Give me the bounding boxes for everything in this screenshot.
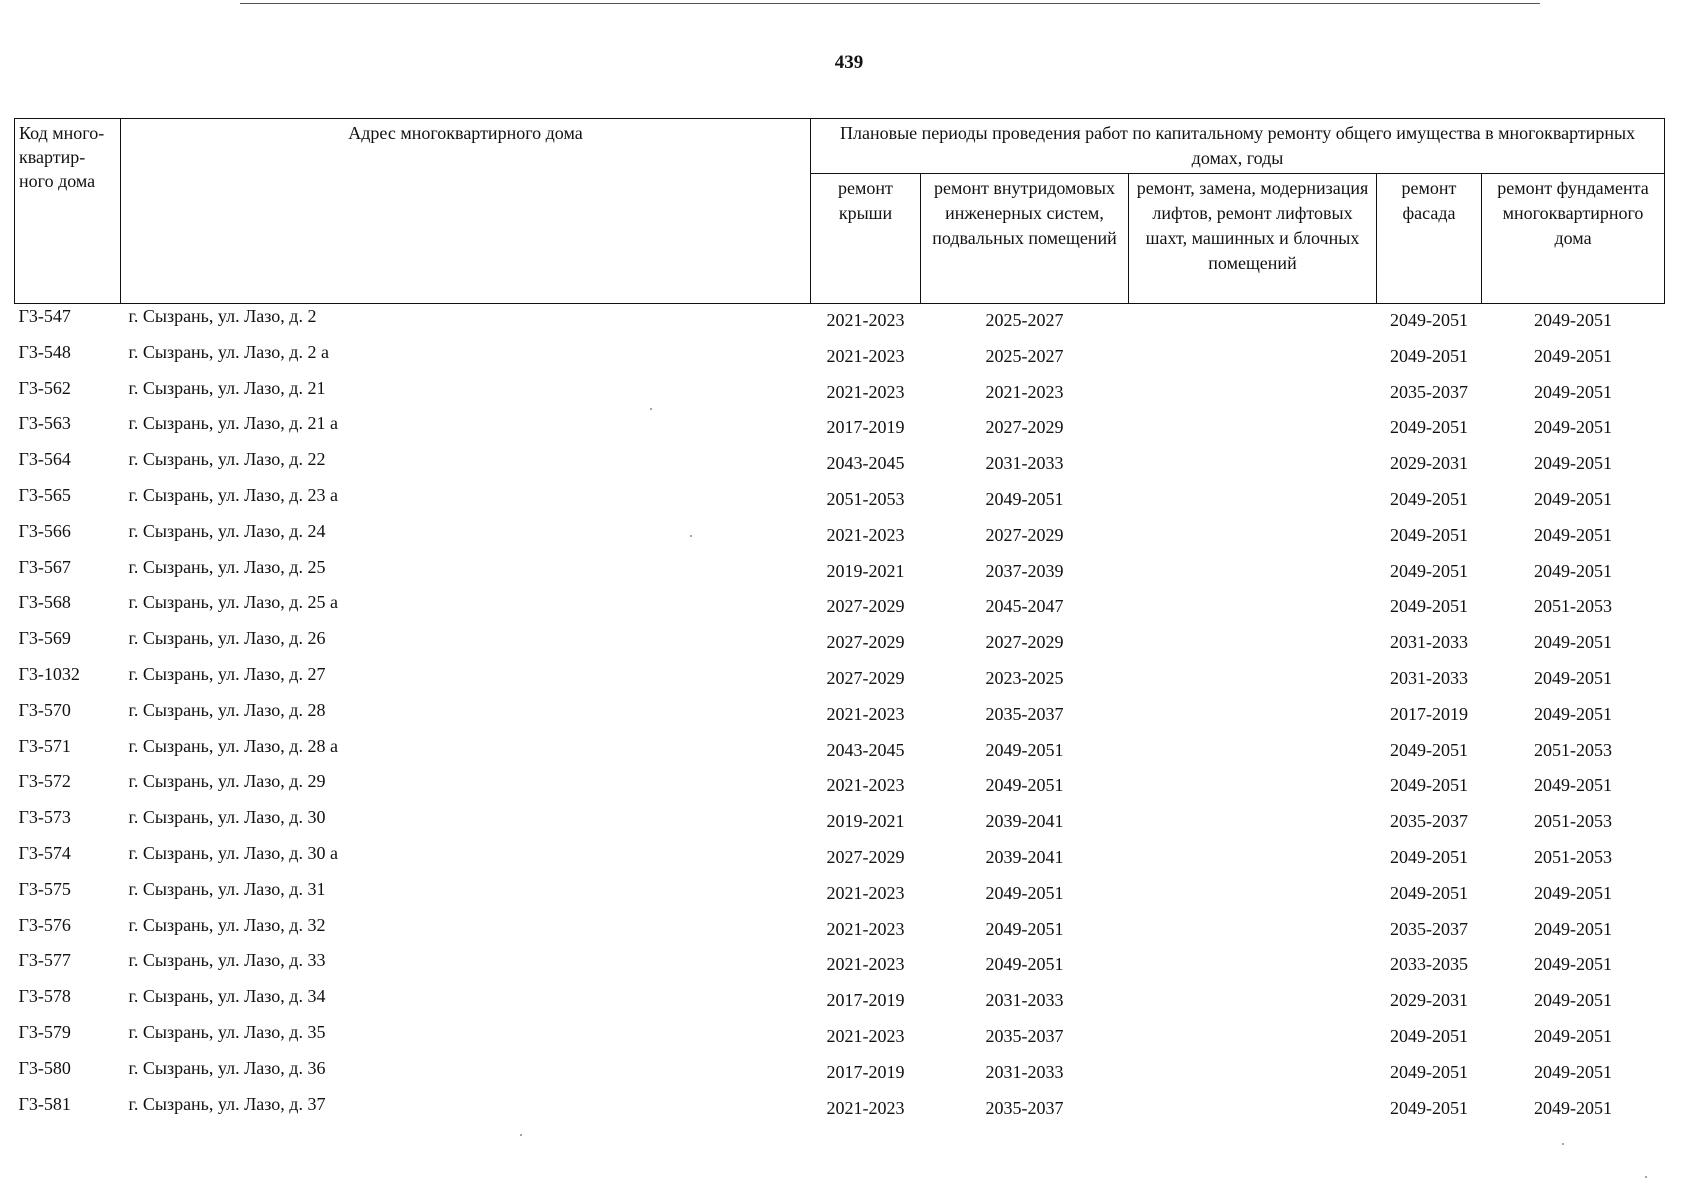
table-row <box>15 626 1665 662</box>
cell-engineering: 2025-2027 <box>985 345 1064 366</box>
cell-facade: 2049-2051 <box>1390 345 1468 366</box>
cell-address: г. Сызрань, ул. Лазо, д. 36 <box>128 1057 326 1078</box>
cell-lifts <box>1129 913 1377 949</box>
cell-lifts <box>1129 447 1377 483</box>
cell-engineering: 2039-2041 <box>985 846 1064 867</box>
cell-engineering: 2045-2047 <box>985 596 1064 617</box>
table-row <box>15 376 1665 412</box>
cell-facade: 2029-2031 <box>1390 453 1468 474</box>
cell-code: Г3-1032 <box>18 663 80 684</box>
cell-facade: 2049-2051 <box>1390 775 1468 796</box>
cell-roof: 2017-2019 <box>826 1061 905 1082</box>
table-row <box>15 555 1665 591</box>
cell-roof: 2021-2023 <box>826 524 905 545</box>
cell-engineering: 2023-2025 <box>985 667 1064 688</box>
cell-lifts <box>1129 984 1377 1020</box>
cell-code: Г3-581 <box>18 1093 71 1114</box>
cell-facade: 2017-2019 <box>1390 703 1468 724</box>
cell-code: Г3-574 <box>18 842 71 863</box>
cell-roof: 2021-2023 <box>826 775 905 796</box>
cell-roof: 2019-2021 <box>826 560 905 581</box>
cell-facade: 2049-2051 <box>1390 560 1468 581</box>
cell-code: Г3-579 <box>18 1021 71 1042</box>
cell-address: г. Сызрань, ул. Лазо, д. 28 <box>128 699 326 720</box>
cell-address: г. Сызрань, ул. Лазо, д. 34 <box>128 986 326 1007</box>
cell-code: Г3-578 <box>18 986 71 1007</box>
cell-address: г. Сызрань, ул. Лазо, д. 26 <box>128 628 326 649</box>
cell-lifts <box>1129 304 1377 340</box>
table-row <box>15 734 1665 770</box>
cell-address: г. Сызрань, ул. Лазо, д. 22 <box>128 449 326 470</box>
cell-facade: 2029-2031 <box>1390 990 1468 1011</box>
table-header <box>15 119 1665 304</box>
cell-facade: 2035-2037 <box>1390 381 1468 402</box>
cell-engineering: 2049-2051 <box>985 918 1064 939</box>
cell-facade: 2049-2051 <box>1390 488 1468 509</box>
cell-code: Г3-572 <box>18 771 71 792</box>
cell-foundation: 2049-2051 <box>1534 310 1613 330</box>
cell-engineering: 2035-2037 <box>985 1025 1064 1046</box>
top-rule <box>240 3 1540 4</box>
table-row <box>15 948 1665 984</box>
cell-code: Г3-563 <box>18 413 71 434</box>
cell-facade: 2049-2051 <box>1390 417 1468 438</box>
cell-lifts <box>1129 555 1377 591</box>
cell-roof: 2051-2053 <box>826 488 905 509</box>
cell-foundation: 2049-2051 <box>1534 990 1613 1011</box>
cell-engineering: 2035-2037 <box>985 1097 1064 1118</box>
cell-roof: 2027-2029 <box>826 596 905 617</box>
cell-roof: 2027-2029 <box>826 667 905 688</box>
cell-facade: 2031-2033 <box>1390 632 1468 653</box>
page-number: 439 <box>834 52 864 73</box>
cell-lifts <box>1129 698 1377 734</box>
table-row <box>15 877 1665 913</box>
cell-lifts <box>1129 769 1377 805</box>
cell-address: г. Сызрань, ул. Лазо, д. 25 а <box>128 592 338 613</box>
cell-code: Г3-575 <box>18 878 71 899</box>
cell-code: Г3-547 <box>18 306 71 326</box>
cell-lifts <box>1129 1056 1377 1092</box>
table-row <box>15 411 1665 447</box>
cell-facade: 2035-2037 <box>1390 811 1468 832</box>
cell-foundation: 2049-2051 <box>1534 1097 1613 1118</box>
cell-address: г. Сызрань, ул. Лазо, д. 21 <box>128 377 326 398</box>
cell-roof: 2043-2045 <box>826 453 905 474</box>
cell-roof: 2027-2029 <box>826 632 905 653</box>
cell-engineering: 2027-2029 <box>985 632 1064 653</box>
cell-engineering: 2031-2033 <box>985 453 1064 474</box>
cell-code: Г3-562 <box>18 377 71 398</box>
cell-foundation: 2049-2051 <box>1534 381 1613 402</box>
cell-foundation: 2049-2051 <box>1534 703 1613 724</box>
cell-engineering: 2049-2051 <box>985 775 1064 796</box>
cell-roof: 2021-2023 <box>826 310 905 330</box>
cell-facade: 2049-2051 <box>1390 846 1468 867</box>
cell-address: г. Сызрань, ул. Лазо, д. 33 <box>128 950 326 971</box>
cell-lifts <box>1129 877 1377 913</box>
cell-lifts <box>1129 1020 1377 1056</box>
header-address: Адрес многоквартирного дома <box>121 119 811 304</box>
header-lifts: ремонт, замена, модернизация лифтов, ремонт лифтовых шахт, машинных и блочных помещений <box>1129 174 1377 304</box>
cell-engineering: 2027-2029 <box>985 417 1064 438</box>
cell-engineering: 2025-2027 <box>985 310 1064 330</box>
cell-address: г. Сызрань, ул. Лазо, д. 25 <box>128 556 326 577</box>
cell-code: Г3-548 <box>18 341 71 362</box>
table-row <box>15 841 1665 877</box>
cell-foundation: 2049-2051 <box>1534 882 1613 903</box>
cell-engineering: 2049-2051 <box>985 739 1064 760</box>
cell-roof: 2021-2023 <box>826 918 905 939</box>
table-row <box>15 662 1665 698</box>
cell-code: Г3-573 <box>18 807 71 828</box>
cell-foundation: 2049-2051 <box>1534 417 1613 438</box>
table-row <box>15 1020 1665 1056</box>
cell-code: Г3-576 <box>18 914 71 935</box>
header-foundation: ремонт фундамента многоквартирного дома <box>1482 174 1665 304</box>
cell-engineering: 2035-2037 <box>985 703 1064 724</box>
cell-roof: 2017-2019 <box>826 990 905 1011</box>
header-facade: ремонт фасада <box>1377 174 1482 304</box>
cell-foundation: 2051-2053 <box>1534 811 1613 832</box>
cell-code: Г3-564 <box>18 449 71 470</box>
cell-engineering: 2049-2051 <box>985 488 1064 509</box>
cell-code: Г3-569 <box>18 628 71 649</box>
cell-lifts <box>1129 376 1377 412</box>
table-row <box>15 1092 1665 1128</box>
cell-facade: 2049-2051 <box>1390 1097 1468 1118</box>
cell-facade: 2049-2051 <box>1390 310 1468 330</box>
capital-repair-table <box>14 118 1665 1127</box>
table-row <box>15 698 1665 734</box>
cell-address: г. Сызрань, ул. Лазо, д. 30 <box>128 807 326 828</box>
cell-foundation: 2051-2053 <box>1534 596 1613 617</box>
cell-engineering: 2021-2023 <box>985 381 1064 402</box>
cell-address: г. Сызрань, ул. Лазо, д. 37 <box>128 1093 326 1114</box>
table-row <box>15 913 1665 949</box>
cell-code: Г3-568 <box>18 592 71 613</box>
cell-engineering: 2031-2033 <box>985 1061 1064 1082</box>
scan-speck <box>1562 1143 1564 1145</box>
cell-address: г. Сызрань, ул. Лазо, д. 2 а <box>128 341 329 362</box>
header-engineering: ремонт внутридомовых инженерных систем, подвальных помещений <box>921 174 1129 304</box>
cell-code: Г3-567 <box>18 556 71 577</box>
cell-foundation: 2049-2051 <box>1534 775 1613 796</box>
cell-facade: 2031-2033 <box>1390 667 1468 688</box>
cell-address: г. Сызрань, ул. Лазо, д. 30 а <box>128 842 338 863</box>
scan-speck <box>690 535 692 537</box>
cell-address: г. Сызрань, ул. Лазо, д. 29 <box>128 771 326 792</box>
cell-facade: 2049-2051 <box>1390 739 1468 760</box>
table-row <box>15 447 1665 483</box>
cell-roof: 2027-2029 <box>826 846 905 867</box>
cell-engineering: 2031-2033 <box>985 990 1064 1011</box>
cell-facade: 2049-2051 <box>1390 1061 1468 1082</box>
cell-lifts <box>1129 519 1377 555</box>
cell-engineering: 2049-2051 <box>985 954 1064 975</box>
cell-lifts <box>1129 948 1377 984</box>
scan-speck <box>520 1134 522 1136</box>
cell-code: Г3-580 <box>18 1057 71 1078</box>
cell-lifts <box>1129 590 1377 626</box>
cell-lifts <box>1129 805 1377 841</box>
cell-foundation: 2049-2051 <box>1534 954 1613 975</box>
cell-foundation: 2049-2051 <box>1534 524 1613 545</box>
cell-address: г. Сызрань, ул. Лазо, д. 21 а <box>128 413 338 434</box>
header-periods: Плановые периоды проведения работ по капитальному ремонту общего имущества в многоквартирных домах, годы <box>811 119 1665 174</box>
header-code: Код много-квартир-ного дома <box>15 119 121 304</box>
cell-foundation: 2049-2051 <box>1534 918 1613 939</box>
table-row <box>15 340 1665 376</box>
cell-facade: 2033-2035 <box>1390 954 1468 975</box>
cell-address: г. Сызрань, ул. Лазо, д. 28 а <box>128 735 338 756</box>
header-roof: ремонт крыши <box>811 174 921 304</box>
cell-roof: 2043-2045 <box>826 739 905 760</box>
cell-facade: 2035-2037 <box>1390 918 1468 939</box>
cell-address: г. Сызрань, ул. Лазо, д. 32 <box>128 914 326 935</box>
cell-engineering: 2037-2039 <box>985 560 1064 581</box>
cell-facade: 2049-2051 <box>1390 524 1468 545</box>
table-row <box>15 483 1665 519</box>
cell-facade: 2049-2051 <box>1390 882 1468 903</box>
table-body <box>15 304 1665 1128</box>
cell-lifts <box>1129 734 1377 770</box>
cell-roof: 2021-2023 <box>826 703 905 724</box>
cell-foundation: 2049-2051 <box>1534 667 1613 688</box>
table-row <box>15 590 1665 626</box>
cell-foundation: 2049-2051 <box>1534 1061 1613 1082</box>
cell-lifts <box>1129 662 1377 698</box>
cell-address: г. Сызрань, ул. Лазо, д. 23 а <box>128 484 338 505</box>
scan-speck <box>1645 1176 1647 1178</box>
cell-foundation: 2049-2051 <box>1534 560 1613 581</box>
cell-roof: 2017-2019 <box>826 417 905 438</box>
table-row <box>15 769 1665 805</box>
table-row <box>15 519 1665 555</box>
table-row <box>15 1056 1665 1092</box>
cell-code: Г3-566 <box>18 520 71 541</box>
table-row <box>15 984 1665 1020</box>
cell-lifts <box>1129 340 1377 376</box>
cell-code: Г3-577 <box>18 950 71 971</box>
cell-roof: 2019-2021 <box>826 811 905 832</box>
cell-lifts <box>1129 626 1377 662</box>
cell-foundation: 2051-2053 <box>1534 846 1613 867</box>
cell-address: г. Сызрань, ул. Лазо, д. 2 <box>128 306 317 326</box>
cell-foundation: 2049-2051 <box>1534 488 1613 509</box>
cell-engineering: 2039-2041 <box>985 811 1064 832</box>
cell-roof: 2021-2023 <box>826 1097 905 1118</box>
cell-foundation: 2049-2051 <box>1534 345 1613 366</box>
cell-foundation: 2049-2051 <box>1534 632 1613 653</box>
cell-lifts <box>1129 841 1377 877</box>
table-row <box>15 805 1665 841</box>
cell-lifts <box>1129 411 1377 447</box>
cell-roof: 2021-2023 <box>826 954 905 975</box>
cell-address: г. Сызрань, ул. Лазо, д. 27 <box>128 663 326 684</box>
cell-roof: 2021-2023 <box>826 345 905 366</box>
scan-speck <box>650 408 652 410</box>
cell-code: Г3-565 <box>18 484 71 505</box>
cell-code: Г3-570 <box>18 699 71 720</box>
cell-roof: 2021-2023 <box>826 882 905 903</box>
cell-foundation: 2049-2051 <box>1534 1025 1613 1046</box>
cell-facade: 2049-2051 <box>1390 596 1468 617</box>
cell-address: г. Сызрань, ул. Лазо, д. 24 <box>128 520 326 541</box>
cell-facade: 2049-2051 <box>1390 1025 1468 1046</box>
cell-roof: 2021-2023 <box>826 381 905 402</box>
cell-lifts <box>1129 1092 1377 1128</box>
cell-roof: 2021-2023 <box>826 1025 905 1046</box>
cell-engineering: 2049-2051 <box>985 882 1064 903</box>
cell-engineering: 2027-2029 <box>985 524 1064 545</box>
cell-foundation: 2051-2053 <box>1534 739 1613 760</box>
cell-foundation: 2049-2051 <box>1534 453 1613 474</box>
table-row <box>15 304 1665 340</box>
cell-address: г. Сызрань, ул. Лазо, д. 35 <box>128 1021 326 1042</box>
cell-code: Г3-571 <box>18 735 71 756</box>
cell-address: г. Сызрань, ул. Лазо, д. 31 <box>128 878 326 899</box>
cell-lifts <box>1129 483 1377 519</box>
